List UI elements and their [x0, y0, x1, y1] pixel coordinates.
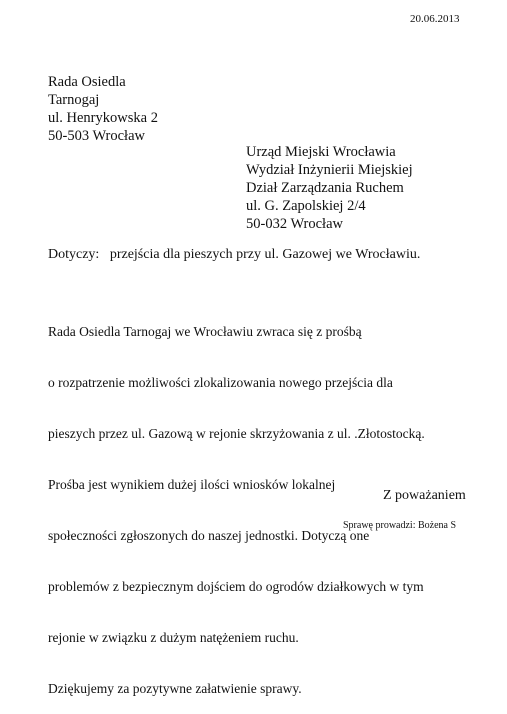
body-line: problemów z bezpiecznym dojściem do ogrodów działkowych w tym: [48, 579, 424, 594]
body-line: o rozpatrzenie możliwości zlokalizowania nowego przejścia dla: [48, 375, 393, 390]
handled-by-note: Sprawę prowadzi: Bożena S: [343, 520, 457, 531]
recipient-address: [246, 143, 413, 233]
sender-address: [48, 73, 158, 145]
sender-line: 50-503 Wrocław: [48, 128, 145, 144]
body-line: Prośba jest wynikiem dużej ilości wniosków lokalnej: [48, 477, 336, 492]
letter-date: 20.06.2013: [410, 13, 460, 25]
letter-body: [48, 289, 425, 714]
sender-line: Tarnogaj: [48, 92, 100, 108]
recipient-line: 50-032 Wrocław: [246, 216, 343, 232]
letter-subject: Dotyczy: przejścia dla pieszych przy ul. Gazowej we Wrocławiu.: [48, 247, 421, 262]
recipient-line: Urząd Miejski Wrocławia: [246, 144, 396, 160]
body-line: społeczności zgłoszonych do naszej jednostki. Dotyczą one: [48, 528, 370, 543]
body-line: pieszych przez ul. Gazową w rejonie skrzyżowania z ul. .Złotostocką.: [48, 426, 425, 441]
closing-salutation: Z poważaniem: [383, 488, 466, 503]
body-line: Dziękujemy za pozytywne załatwienie sprawy.: [48, 681, 302, 696]
body-line: rejonie w związku z dużym natężeniem ruchu.: [48, 630, 299, 645]
recipient-line: ul. G. Zapolskiej 2/4: [246, 198, 366, 214]
sender-line: ul. Henrykowska 2: [48, 110, 158, 126]
sender-line: Rada Osiedla: [48, 74, 126, 90]
recipient-line: Dział Zarządzania Ruchem: [246, 180, 404, 196]
recipient-line: Wydział Inżynierii Miejskiej: [246, 162, 413, 178]
body-line: Rada Osiedla Tarnogaj we Wrocławiu zwraca się z prośbą: [48, 324, 362, 339]
